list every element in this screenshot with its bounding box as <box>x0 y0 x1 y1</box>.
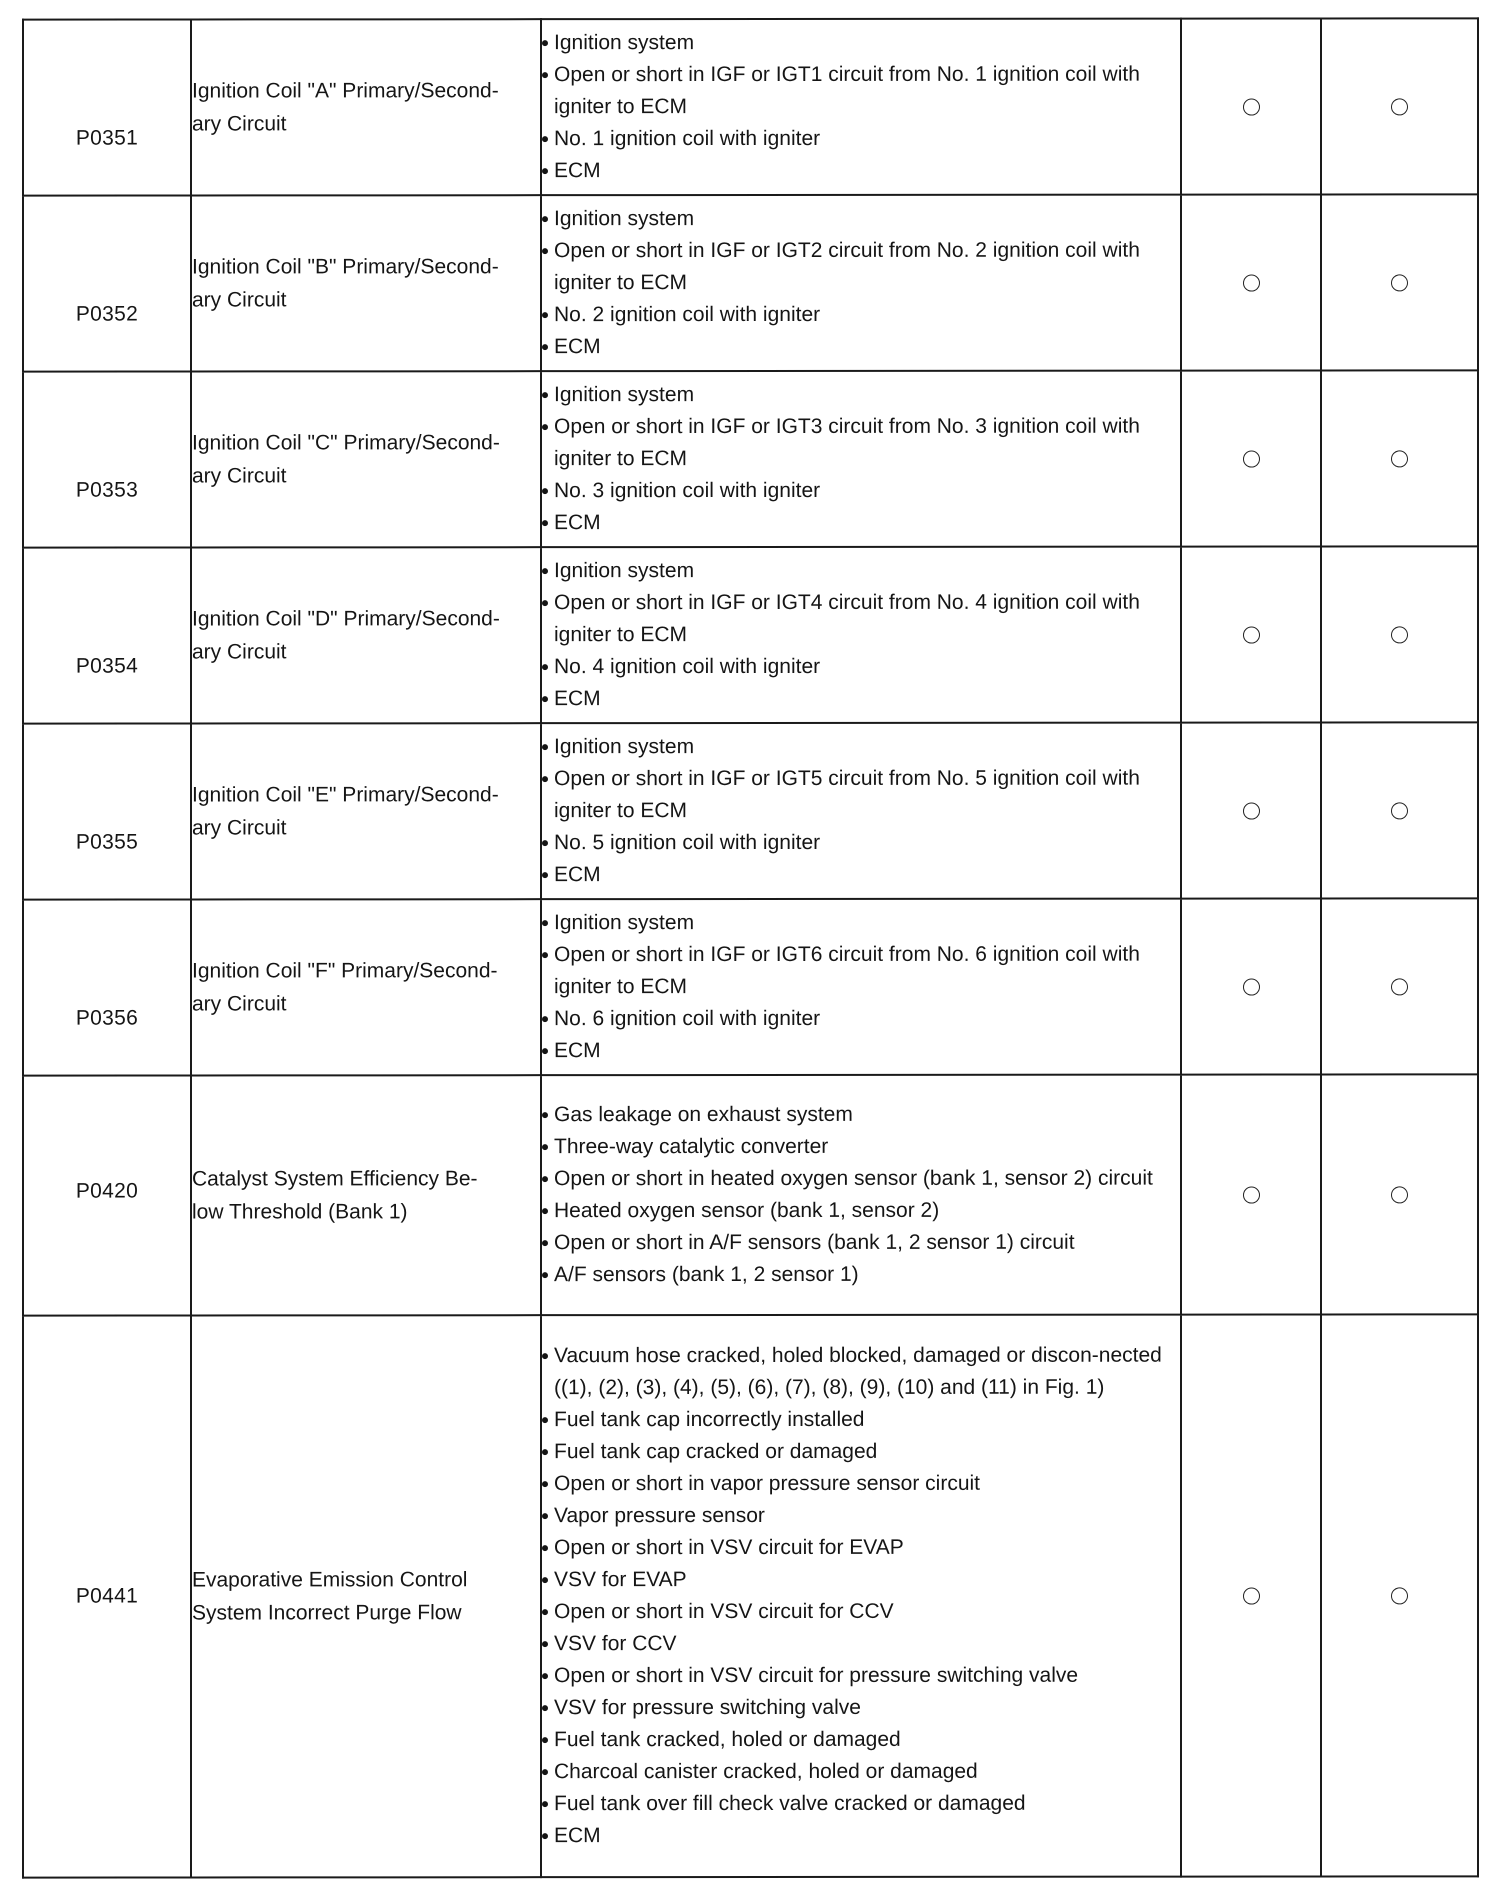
dtc-code-cell <box>23 899 191 1075</box>
trouble-area-text: Ignition system <box>554 383 695 407</box>
detection-item-cell <box>191 19 541 195</box>
bullet-icon <box>542 216 548 222</box>
bullet-icon <box>542 1016 548 1022</box>
bullet-icon <box>542 696 548 702</box>
trouble-area-text: ECM <box>554 335 601 359</box>
trouble-area-text: No. 3 ignition coil with igniter <box>554 478 821 503</box>
mark-cell-1 <box>1181 547 1321 723</box>
bullet-icon <box>542 40 548 46</box>
detection-item-line: Evaporative Emission Control <box>192 1568 468 1592</box>
table-row <box>23 370 1478 547</box>
bullet-icon <box>542 392 548 398</box>
circle-mark-icon <box>1391 626 1408 643</box>
dtc-code: P0420 <box>75 1179 139 1203</box>
detection-item-cell <box>191 1075 541 1315</box>
bullet-icon <box>542 136 548 142</box>
bullet-icon <box>542 1176 548 1182</box>
trouble-area-text: Charcoal canister cracked, holed or damaged <box>554 1759 978 1784</box>
detection-item-line: ary Circuit <box>192 464 287 488</box>
detection-item-line: low Threshold (Bank 1) <box>192 1200 408 1224</box>
list-item <box>542 939 1180 1004</box>
trouble-area-cell <box>541 547 1181 724</box>
dtc-code: P0356 <box>75 1006 139 1030</box>
trouble-area-text: No. 4 ignition coil with igniter <box>554 654 821 679</box>
trouble-area-text: Open or short in IGF or IGT3 circuit from No. 3 ignition coil with igniter to ECM <box>554 414 1140 471</box>
bullet-icon <box>542 520 548 526</box>
trouble-area-text: No. 1 ignition coil with igniter <box>554 126 821 151</box>
list-item <box>542 411 1180 476</box>
trouble-area-text: Open or short in VSV circuit for EVAP <box>554 1535 904 1560</box>
bullet-icon <box>542 1144 548 1150</box>
list-item <box>542 555 1180 588</box>
bullet-icon <box>542 952 548 958</box>
bullet-icon <box>542 872 548 878</box>
mark-cell-2 <box>1321 194 1478 370</box>
bullet-icon <box>542 1705 548 1711</box>
list-item <box>542 1340 1180 1405</box>
dtc-code-cell <box>23 19 191 195</box>
list-item <box>542 1564 1180 1597</box>
trouble-area-text: Open or short in IGF or IGT2 circuit from No. 2 ignition coil with igniter to ECM <box>554 238 1140 295</box>
trouble-area-text: Open or short in vapor pressure sensor circuit <box>554 1471 981 1496</box>
trouble-area-cell <box>541 899 1181 1076</box>
trouble-area-text: Open or short in VSV circuit for pressure switching valve <box>554 1663 1079 1688</box>
dtc-code: P0355 <box>75 830 139 854</box>
trouble-area-text: Open or short in IGF or IGT1 circuit from No. 1 ignition coil with igniter to ECM <box>554 62 1140 119</box>
detection-item-cell <box>191 899 541 1075</box>
mark-cell-2 <box>1321 722 1478 898</box>
list-item <box>542 763 1180 828</box>
detection-item-cell <box>191 547 541 723</box>
list-item <box>542 1163 1180 1196</box>
list-item <box>542 235 1180 300</box>
trouble-area-text: Open or short in A/F sensors (bank 1, 2 sensor 1) circuit <box>554 1230 1075 1255</box>
trouble-area-list <box>542 203 1180 364</box>
trouble-area-cell <box>541 723 1181 900</box>
mark-cell-1 <box>1181 1075 1321 1315</box>
circle-mark-icon <box>1243 1588 1260 1605</box>
trouble-area-text: VSV for EVAP <box>554 1568 687 1592</box>
trouble-area-text: Open or short in heated oxygen sensor (bank 1, sensor 2) circuit <box>554 1166 1153 1191</box>
circle-mark-icon <box>1243 627 1260 644</box>
trouble-area-text: Open or short in VSV circuit for CCV <box>554 1599 894 1624</box>
bullet-icon <box>542 1577 548 1583</box>
list-item <box>542 683 1180 716</box>
detection-item-line: System Incorrect Purge Flow <box>192 1601 462 1625</box>
bullet-icon <box>542 1449 548 1455</box>
list-item <box>542 1820 1180 1853</box>
detection-item-cell <box>191 723 541 899</box>
trouble-area-text: Open or short in IGF or IGT5 circuit from No. 5 ignition coil with igniter to ECM <box>554 766 1140 823</box>
trouble-area-text: Fuel tank over fill check valve cracked or damaged <box>554 1791 1026 1816</box>
mark-cell-2 <box>1321 546 1478 722</box>
bullet-icon <box>542 1609 548 1615</box>
circle-mark-icon <box>1391 802 1408 819</box>
bullet-icon <box>542 1353 548 1359</box>
list-item <box>542 203 1180 236</box>
list-item <box>542 123 1180 156</box>
list-item <box>542 1131 1180 1164</box>
trouble-area-text: Ignition system <box>554 911 695 935</box>
list-item <box>542 1692 1180 1725</box>
mark-cell-2 <box>1321 1074 1478 1314</box>
bullet-icon <box>542 248 548 254</box>
dtc-code: P0354 <box>75 654 139 678</box>
trouble-area-text: Ignition system <box>554 31 695 55</box>
trouble-area-text: ECM <box>554 511 601 535</box>
bullet-icon <box>542 1737 548 1743</box>
dtc-code-cell <box>23 547 191 723</box>
trouble-area-text: Gas leakage on exhaust system <box>554 1102 853 1127</box>
table-row <box>23 898 1478 1075</box>
detection-item-cell <box>191 371 541 547</box>
list-item <box>542 651 1180 684</box>
list-item <box>542 1724 1180 1757</box>
table-row <box>23 722 1478 899</box>
circle-mark-icon <box>1243 979 1260 996</box>
list-item <box>542 1500 1180 1533</box>
dtc-code-cell <box>23 1315 191 1877</box>
list-item <box>542 587 1180 652</box>
mark-cell-2 <box>1321 1314 1478 1876</box>
trouble-area-text: Open or short in IGF or IGT4 circuit from No. 4 ignition coil with igniter to ECM <box>554 590 1140 647</box>
table-row <box>23 18 1478 195</box>
trouble-area-cell <box>541 371 1181 548</box>
mark-cell-1 <box>1181 1315 1321 1877</box>
detection-item-line: Catalyst System Efficiency Be- <box>192 1167 478 1191</box>
list-item <box>542 1756 1180 1789</box>
bullet-icon <box>542 1545 548 1551</box>
dtc-code: P0351 <box>75 126 139 150</box>
mark-cell-2 <box>1321 18 1478 194</box>
detection-item-cell <box>191 195 541 371</box>
trouble-area-text: Fuel tank cap cracked or damaged <box>554 1439 878 1464</box>
list-item <box>542 1660 1180 1693</box>
trouble-area-cell <box>541 195 1181 372</box>
trouble-area-text: ECM <box>554 1039 601 1063</box>
dtc-code: P0441 <box>75 1584 139 1608</box>
list-item <box>542 1003 1180 1036</box>
trouble-area-text: VSV for CCV <box>554 1632 677 1656</box>
list-item <box>542 1259 1180 1292</box>
list-item <box>542 299 1180 332</box>
list-item <box>542 1628 1180 1661</box>
bullet-icon <box>542 664 548 670</box>
trouble-area-text: Three-way catalytic converter <box>554 1134 829 1159</box>
detection-item-line: Ignition Coil "A" Primary/Second- <box>192 79 499 103</box>
dtc-code-cell <box>23 1075 191 1315</box>
trouble-area-list <box>542 1099 1180 1292</box>
list-item <box>542 1035 1180 1068</box>
detection-item-line: ary Circuit <box>192 992 287 1016</box>
trouble-area-text: No. 2 ignition coil with igniter <box>554 302 821 327</box>
bullet-icon <box>542 600 548 606</box>
bullet-icon <box>542 1833 548 1839</box>
list-item <box>542 1468 1180 1501</box>
bullet-icon <box>542 1417 548 1423</box>
mark-cell-1 <box>1181 723 1321 899</box>
list-item <box>542 731 1180 764</box>
bullet-icon <box>542 1481 548 1487</box>
list-item <box>542 507 1180 540</box>
trouble-area-text: ECM <box>554 863 601 887</box>
list-item <box>542 27 1180 60</box>
table-row <box>23 194 1478 371</box>
dtc-code-cell <box>23 723 191 899</box>
detection-item-line: ary Circuit <box>192 640 287 664</box>
list-item <box>542 155 1180 188</box>
bullet-icon <box>542 568 548 574</box>
trouble-area-cell <box>541 19 1181 196</box>
detection-item-line: Ignition Coil "F" Primary/Second- <box>192 959 498 983</box>
trouble-area-cell <box>541 1075 1181 1316</box>
circle-mark-icon <box>1243 275 1260 292</box>
bullet-icon <box>542 1769 548 1775</box>
trouble-area-text: Heated oxygen sensor (bank 1, sensor 2) <box>554 1198 940 1223</box>
trouble-area-text: Ignition system <box>554 207 695 231</box>
trouble-area-text: Vacuum hose cracked, holed blocked, damaged or discon-nected ((1), (2), (3), (4), (5), (6), (7), (8), (9), (10) and (11) in Fig. 1) <box>554 1343 1162 1400</box>
table-row <box>23 546 1478 723</box>
detection-item-line: ary Circuit <box>192 288 287 312</box>
document-page <box>22 17 1477 1882</box>
bullet-icon <box>542 1208 548 1214</box>
mark-cell-2 <box>1321 370 1478 546</box>
trouble-area-text: ECM <box>554 159 601 183</box>
trouble-area-list <box>542 731 1180 892</box>
dtc-code: P0353 <box>75 478 139 502</box>
mark-cell-1 <box>1181 371 1321 547</box>
trouble-area-text: Fuel tank cap incorrectly installed <box>554 1407 865 1432</box>
list-item <box>542 1404 1180 1437</box>
circle-mark-icon <box>1391 1587 1408 1604</box>
list-item <box>542 907 1180 940</box>
list-item <box>542 1195 1180 1228</box>
circle-mark-icon <box>1243 1187 1260 1204</box>
detection-item-line: Ignition Coil "C" Primary/Second- <box>192 431 500 455</box>
list-item <box>542 1099 1180 1132</box>
circle-mark-icon <box>1243 99 1260 116</box>
trouble-area-list <box>542 379 1180 540</box>
table-row <box>23 1074 1478 1315</box>
circle-mark-icon <box>1243 803 1260 820</box>
detection-item-line: Ignition Coil "B" Primary/Second- <box>192 255 499 279</box>
trouble-area-text: Ignition system <box>554 559 695 583</box>
bullet-icon <box>542 1641 548 1647</box>
trouble-area-list <box>542 1340 1180 1853</box>
bullet-icon <box>542 1272 548 1278</box>
dtc-table <box>22 17 1479 1878</box>
bullet-icon <box>542 1240 548 1246</box>
circle-mark-icon <box>1243 451 1260 468</box>
list-item <box>542 827 1180 860</box>
trouble-area-text: ECM <box>554 687 601 711</box>
trouble-area-text: No. 5 ignition coil with igniter <box>554 830 821 855</box>
trouble-area-text: A/F sensors (bank 1, 2 sensor 1) <box>554 1262 859 1287</box>
circle-mark-icon <box>1391 274 1408 291</box>
dtc-table-body <box>23 18 1478 1877</box>
trouble-area-text: No. 6 ignition coil with igniter <box>554 1006 821 1031</box>
trouble-area-list <box>542 907 1180 1068</box>
circle-mark-icon <box>1391 978 1408 995</box>
dtc-code-cell <box>23 371 191 547</box>
bullet-icon <box>542 424 548 430</box>
list-item <box>542 379 1180 412</box>
bullet-icon <box>542 1048 548 1054</box>
bullet-icon <box>542 920 548 926</box>
list-item <box>542 1596 1180 1629</box>
circle-mark-icon <box>1391 1186 1408 1203</box>
trouble-area-text: ECM <box>554 1824 601 1848</box>
circle-mark-icon <box>1391 98 1408 115</box>
list-item <box>542 331 1180 364</box>
mark-cell-1 <box>1181 195 1321 371</box>
list-item <box>542 1227 1180 1260</box>
bullet-icon <box>542 776 548 782</box>
trouble-area-cell <box>541 1315 1181 1878</box>
bullet-icon <box>542 1673 548 1679</box>
trouble-area-list <box>542 555 1180 716</box>
detection-item-line: ary Circuit <box>192 112 287 136</box>
mark-cell-1 <box>1181 19 1321 195</box>
trouble-area-text: Fuel tank cracked, holed or damaged <box>554 1727 901 1752</box>
bullet-icon <box>542 1112 548 1118</box>
trouble-area-text: Vapor pressure sensor <box>554 1503 765 1528</box>
list-item <box>542 59 1180 124</box>
mark-cell-1 <box>1181 899 1321 1075</box>
detection-item-line: ary Circuit <box>192 816 287 840</box>
detection-item-line: Ignition Coil "E" Primary/Second- <box>192 783 499 807</box>
bullet-icon <box>542 744 548 750</box>
bullet-icon <box>542 312 548 318</box>
detection-item-line: Ignition Coil "D" Primary/Second- <box>192 607 500 631</box>
list-item <box>542 1436 1180 1469</box>
list-item <box>542 859 1180 892</box>
bullet-icon <box>542 840 548 846</box>
detection-item-cell <box>191 1315 541 1877</box>
list-item <box>542 475 1180 508</box>
bullet-icon <box>542 488 548 494</box>
trouble-area-text: Ignition system <box>554 735 695 759</box>
list-item <box>542 1788 1180 1821</box>
trouble-area-text: Open or short in IGF or IGT6 circuit from No. 6 ignition coil with igniter to ECM <box>554 942 1140 999</box>
mark-cell-2 <box>1321 898 1478 1074</box>
trouble-area-text: VSV for pressure switching valve <box>554 1695 861 1720</box>
list-item <box>542 1532 1180 1565</box>
trouble-area-list <box>542 27 1180 188</box>
bullet-icon <box>542 1513 548 1519</box>
bullet-icon <box>542 1801 548 1807</box>
bullet-icon <box>542 344 548 350</box>
circle-mark-icon <box>1391 450 1408 467</box>
dtc-code: P0352 <box>75 302 139 326</box>
bullet-icon <box>542 168 548 174</box>
table-row <box>23 1314 1478 1877</box>
dtc-code-cell <box>23 195 191 371</box>
bullet-icon <box>542 72 548 78</box>
